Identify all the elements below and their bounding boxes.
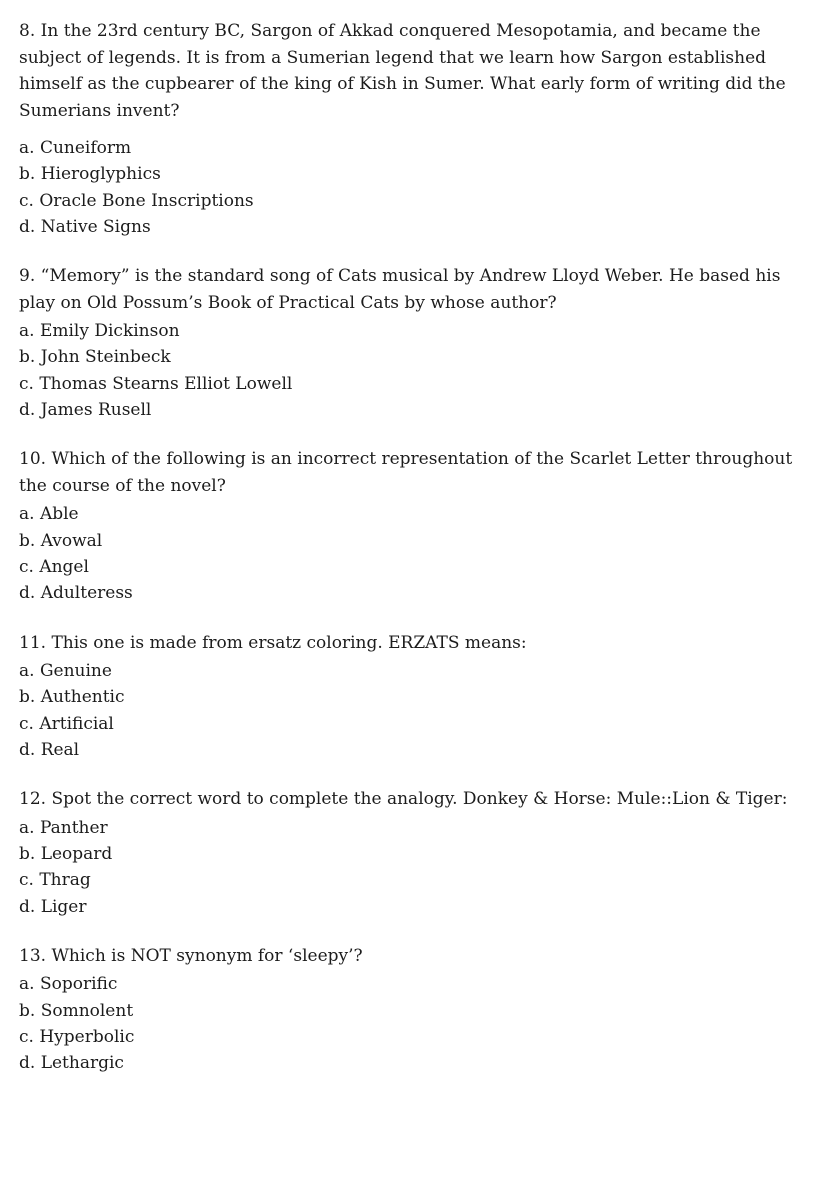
question-8 xyxy=(19,18,818,240)
question-text: 11. This one is made from ersatz coloring. ERZATS means: xyxy=(19,632,527,653)
question-13 xyxy=(19,943,818,1077)
option-c: c. Hyperbolic xyxy=(19,1027,135,1048)
option-a: a. Panther xyxy=(19,817,108,838)
option-a: a. Able xyxy=(19,504,79,525)
option-c: c. Thrag xyxy=(19,870,91,891)
option-d: d. Liger xyxy=(19,896,87,917)
option-a: a. Emily Dickinson xyxy=(19,321,180,342)
question-text: 8. In the 23rd century BC, Sargon of Akkad conquered Mesopotamia, and became the subject of legends. It is from a Sumerian legend that we learn how Sargon established himself as the cupbearer of the king of Kish in Sumer. What early form of writing did the Sumerians invent? xyxy=(19,21,786,121)
option-a: a. Genuine xyxy=(19,661,112,682)
option-a: a. Soporific xyxy=(19,974,118,995)
question-10 xyxy=(19,446,818,606)
option-b: b. Hieroglyphics xyxy=(19,164,161,185)
option-d: d. Real xyxy=(19,739,80,760)
option-c: c. Oracle Bone Inscriptions xyxy=(19,190,254,211)
question-text: 10. Which of the following is an incorrect representation of the Scarlet Letter throughout the course of the novel? xyxy=(19,449,793,496)
option-d: d. Adulteress xyxy=(19,583,133,604)
question-text: 9. “Memory” is the standard song of Cats musical by Andrew Lloyd Weber. He based his play on Old Possum’s Book of Practical Cats by whose author? xyxy=(19,266,781,313)
question-text: 13. Which is NOT synonym for ‘sleepy’? xyxy=(19,945,363,966)
question-text: 12. Spot the correct word to complete the analogy. Donkey & Horse: Mule::Lion & Tiger: xyxy=(19,789,788,810)
option-b: b. Leopard xyxy=(19,844,113,865)
option-c: c. Artificial xyxy=(19,713,114,734)
option-a: a. Cuneiform xyxy=(19,138,132,158)
option-b: b. Authentic xyxy=(19,687,125,708)
option-d: d. James Rusell xyxy=(19,400,152,421)
option-b: b. Somnolent xyxy=(19,1000,134,1021)
option-d: d. Native Signs xyxy=(19,216,151,237)
option-b: b. Avowal xyxy=(19,530,103,551)
option-c: c. Thomas Stearns Elliot Lowell xyxy=(19,373,293,394)
question-9 xyxy=(19,263,818,423)
option-d: d. Lethargic xyxy=(19,1053,124,1074)
question-12 xyxy=(19,786,818,920)
option-c: c. Angel xyxy=(19,556,89,577)
option-b: b. John Steinbeck xyxy=(19,347,171,368)
question-11 xyxy=(19,630,818,764)
